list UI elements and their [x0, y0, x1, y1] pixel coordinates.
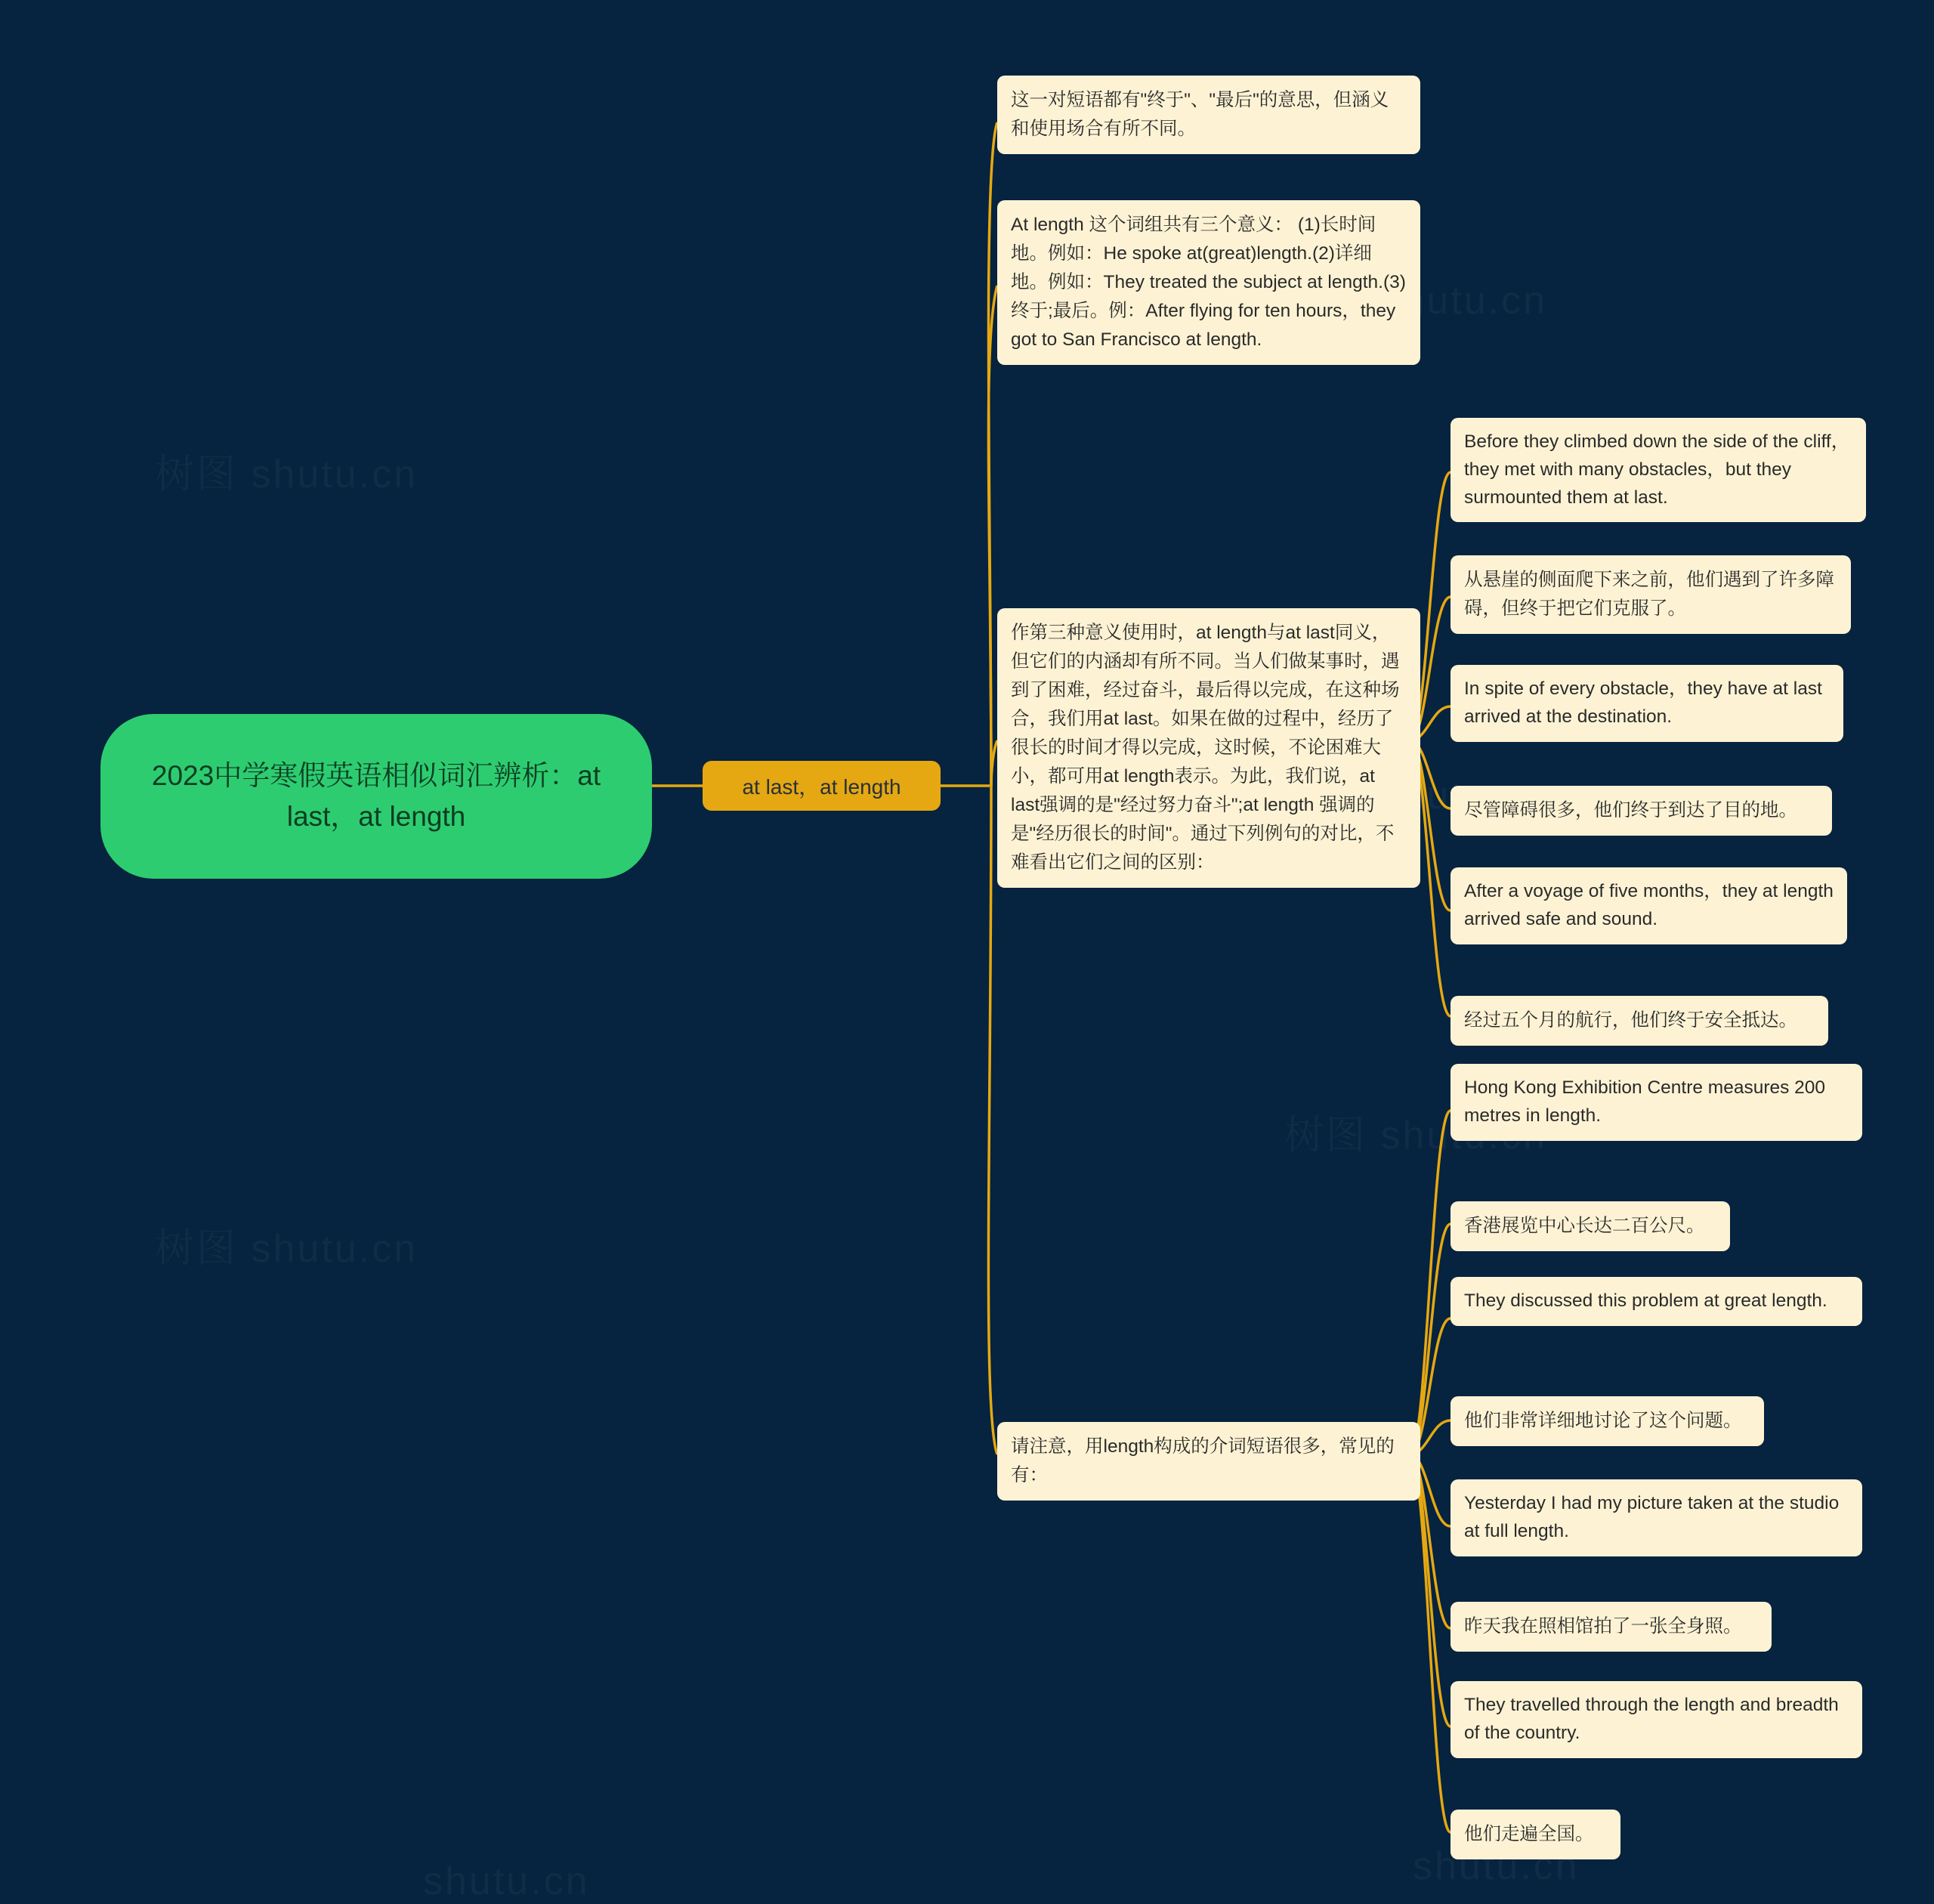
example-node[interactable]	[1450, 1064, 1862, 1141]
example-text: They travelled through the length and breadth of the country.	[1464, 1695, 1839, 1743]
example-node[interactable]	[1450, 786, 1832, 836]
topic-node-2[interactable]	[997, 200, 1420, 365]
example-node[interactable]	[1450, 418, 1866, 522]
example-text: 他们非常详细地讨论了这个问题。	[1464, 1411, 1742, 1431]
example-text: Before they climbed down the side of the cliff，they met with many obstacles，but they surmounted them at last.	[1464, 431, 1850, 508]
example-node[interactable]	[1450, 1479, 1862, 1556]
example-text: In spite of every obstacle，they have at last arrived at the destination.	[1464, 678, 1822, 727]
example-text: 从悬崖的侧面爬下来之前，他们遇到了许多障碍，但终于把它们克服了。	[1464, 570, 1834, 619]
branch-label: at last，at length	[742, 775, 901, 799]
topic-text: 作第三种意义使用时，at length与at last同义，但它们的内涵却有所不同。当人们做某事时，遇到了困难，经过奋斗，最后得以完成，在这种场合，我们用at last。如果在做的过程中，经历了很长的时间才得以完成，这时候，不论困难大小，都可用at length表示。为此，我们说，at last强调的是"经过努力奋斗";at length 强调的是"经历很长的时间"。通过下列例句的对比，不难看出它们之间的区别：	[1011, 623, 1400, 873]
example-text: After a voyage of five months，they at length arrived safe and sound.	[1464, 881, 1834, 929]
example-node[interactable]	[1450, 1277, 1862, 1326]
example-node[interactable]	[1450, 555, 1851, 634]
example-text: 尽管障碍很多，他们终于到达了目的地。	[1464, 800, 1797, 821]
branch-node-at-last-at-length[interactable]	[703, 761, 941, 811]
example-text: 他们走遍全国。	[1464, 1824, 1594, 1844]
example-text: They discussed this problem at great length.	[1464, 1290, 1827, 1311]
topic-node-4[interactable]	[997, 1422, 1420, 1501]
topic-node-1[interactable]	[997, 76, 1420, 154]
root-label: 2023中学寒假英语相似词汇辨析：at last，at length	[151, 760, 601, 832]
example-node[interactable]	[1450, 1201, 1730, 1251]
topic-text: 请注意，用length构成的介词短语很多，常见的有：	[1011, 1436, 1395, 1485]
example-node[interactable]	[1450, 665, 1843, 742]
example-node[interactable]	[1450, 1681, 1862, 1758]
example-text: 香港展览中心长达二百公尺。	[1464, 1216, 1705, 1236]
example-node[interactable]	[1450, 1396, 1764, 1446]
topic-node-3[interactable]	[997, 608, 1420, 888]
topic-text: 这一对短语都有"终于"、"最后"的意思，但涵义和使用场合有所不同。	[1011, 90, 1389, 139]
topic-text: At length 这个词组共有三个意义： (1)长时间地。例如：He spoke at(great)length.(2)详细地。例如：They treated the subject at length.(3)终于;最后。例：After flying for ten hours，they got to San Francisco at length.	[1011, 215, 1406, 350]
example-text: 昨天我在照相馆拍了一张全身照。	[1464, 1616, 1742, 1637]
example-node[interactable]	[1450, 867, 1847, 944]
example-node[interactable]	[1450, 1602, 1772, 1652]
example-text: Hong Kong Exhibition Centre measures 200 metres in length.	[1464, 1077, 1826, 1126]
root-node[interactable]	[100, 714, 652, 879]
example-node[interactable]	[1450, 996, 1828, 1046]
example-text: 经过五个月的航行，他们终于安全抵达。	[1464, 1010, 1797, 1031]
example-text: Yesterday I had my picture taken at the studio at full length.	[1464, 1493, 1840, 1541]
example-node[interactable]	[1450, 1810, 1620, 1859]
